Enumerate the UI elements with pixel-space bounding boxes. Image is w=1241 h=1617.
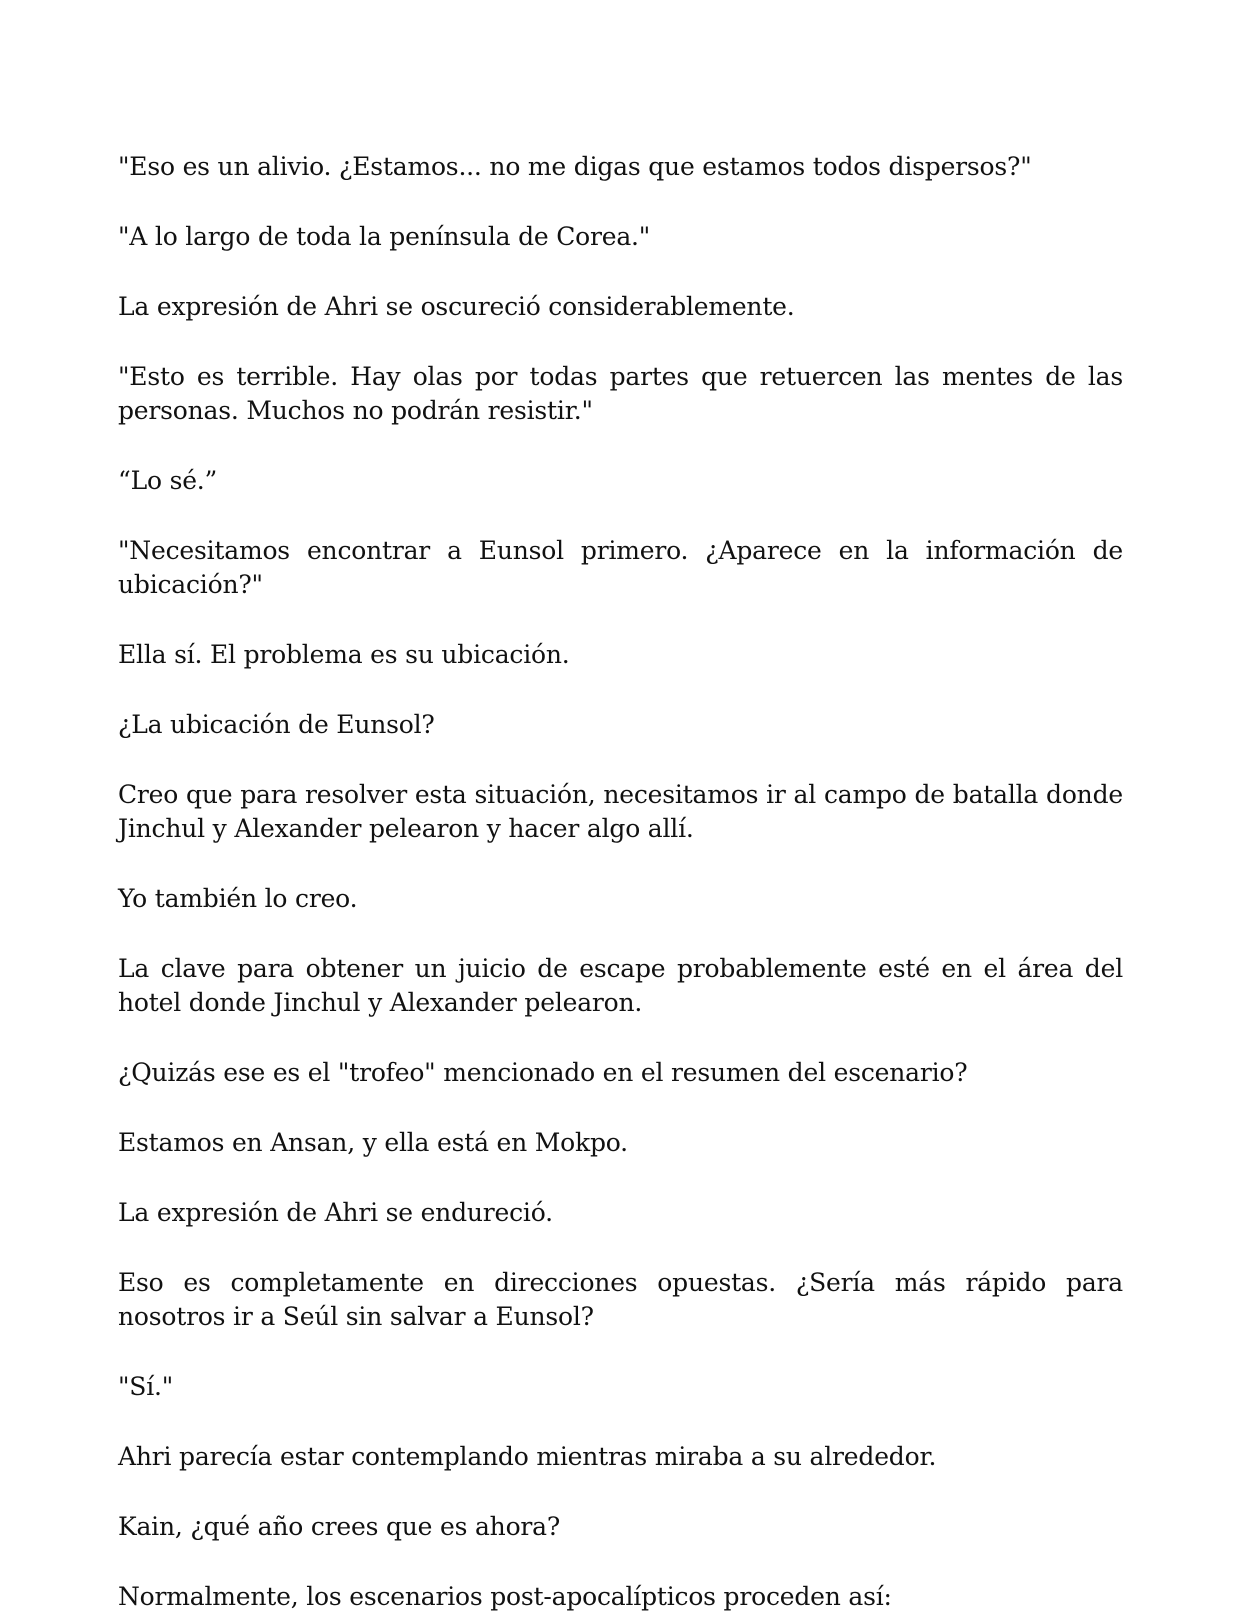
paragraph: "Esto es terrible. Hay olas por todas partes que retuercen las mentes de las personas. Muchos no podrán resistir." xyxy=(118,362,1123,425)
paragraph: ¿La ubicación de Eunsol? xyxy=(118,710,435,739)
document-body xyxy=(118,150,1123,1614)
paragraph: “Lo sé.” xyxy=(118,466,218,495)
paragraph: Yo también lo creo. xyxy=(118,884,358,913)
paragraph: "Necesitamos encontrar a Eunsol primero. ¿Aparece en la información de ubicación?" xyxy=(118,536,1123,599)
paragraph: ¿Quizás ese es el "trofeo" mencionado en el resumen del escenario? xyxy=(118,1058,968,1087)
paragraph: Ahri parecía estar contemplando mientras miraba a su alrededor. xyxy=(118,1442,937,1471)
paragraph: Estamos en Ansan, y ella está en Mokpo. xyxy=(118,1128,628,1157)
paragraph: Kain, ¿qué año crees que es ahora? xyxy=(118,1512,561,1541)
paragraph: La expresión de Ahri se oscureció considerablemente. xyxy=(118,292,795,321)
paragraph: La expresión de Ahri se endureció. xyxy=(118,1198,553,1227)
paragraph: Ella sí. El problema es su ubicación. xyxy=(118,640,570,669)
paragraph: Creo que para resolver esta situación, necesitamos ir al campo de batalla donde Jinchul y Alexander pelearon y hacer algo allí. xyxy=(118,780,1123,843)
paragraph: La clave para obtener un juicio de escape probablemente esté en el área del hotel donde Jinchul y Alexander pelearon. xyxy=(118,954,1123,1017)
paragraph: "Sí." xyxy=(118,1372,174,1401)
paragraph: Normalmente, los escenarios post-apocalípticos proceden así: xyxy=(118,1582,892,1611)
paragraph: "A lo largo de toda la península de Corea." xyxy=(118,222,651,251)
paragraph: "Eso es un alivio. ¿Estamos... no me digas que estamos todos dispersos?" xyxy=(118,152,1032,181)
paragraph: Eso es completamente en direcciones opuestas. ¿Sería más rápido para nosotros ir a Seúl sin salvar a Eunsol? xyxy=(118,1268,1123,1331)
